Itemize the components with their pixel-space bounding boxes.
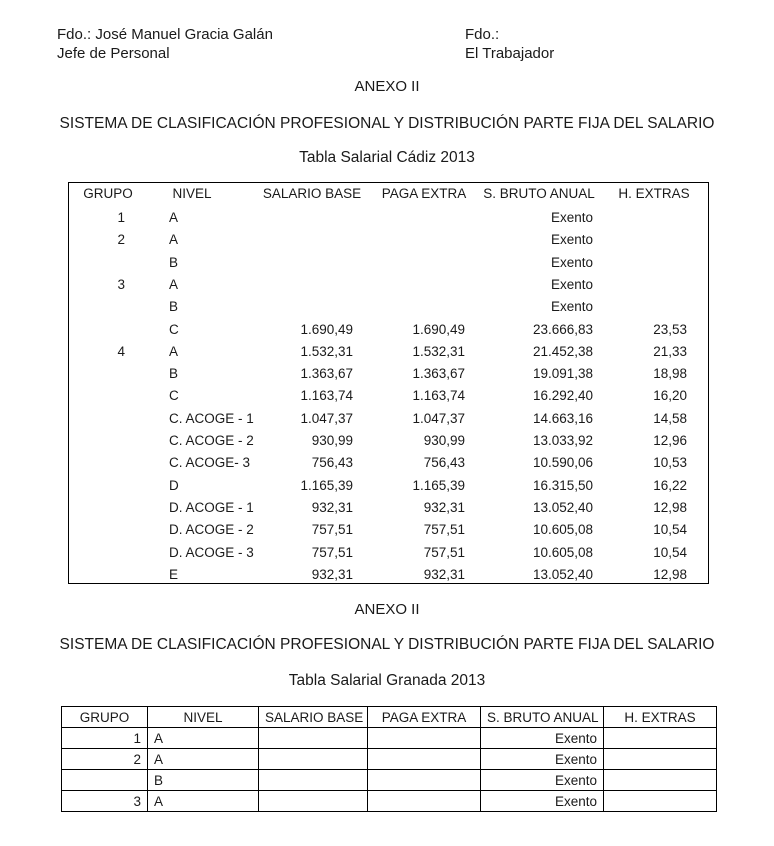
signature-trabajador-role: El Trabajador [465, 45, 555, 62]
cell-nivel: A [148, 791, 259, 812]
cell-salario-base [259, 728, 368, 749]
cell-grupo: 2 [62, 749, 148, 770]
cell-paga-extra: 1.363,67 [412, 366, 465, 382]
table-row [69, 455, 708, 477]
cell-salario-base: 1.163,74 [300, 388, 353, 404]
header-grupo: GRUPO [83, 186, 133, 201]
cell-nivel: B [169, 254, 179, 270]
cell-grupo: 3 [62, 791, 148, 812]
header-h-extras: H. EXTRAS [604, 707, 717, 728]
cell-paga-extra: 757,51 [423, 522, 465, 538]
cell-nivel: B [169, 299, 179, 315]
cell-grupo: 1 [62, 728, 148, 749]
cell-nivel: A [148, 728, 259, 749]
header-salario-base: SALARIO BASE [262, 186, 362, 201]
table-row [69, 322, 708, 344]
cell-h-extras: 16,22 [653, 477, 687, 493]
cell-paga-extra [368, 791, 481, 812]
table-row [62, 770, 717, 791]
cell-nivel: A [169, 276, 179, 292]
header-grupo: GRUPO [62, 707, 148, 728]
cell-bruto-anual: 14.663,16 [532, 410, 593, 426]
cell-bruto-anual: Exento [550, 276, 593, 292]
cell-bruto-anual: Exento [550, 299, 593, 315]
table-row [69, 567, 708, 589]
cell-h-extras: 23,53 [653, 321, 687, 337]
cell-paga-extra: 1.047,37 [412, 410, 465, 426]
table-row [69, 210, 708, 232]
cell-nivel: C. ACOGE- 3 [169, 455, 251, 471]
cell-salario-base [259, 791, 368, 812]
cell-salario-base [259, 749, 368, 770]
header-paga-extra: PAGA EXTRA [381, 186, 467, 201]
cell-h-extras [604, 791, 717, 812]
section-heading-2: SISTEMA DE CLASIFICACIÓN PROFESIONAL Y DISTRIBUCIÓN PARTE FIJA DEL SALARIO [59, 636, 715, 653]
cell-grupo: 1 [117, 210, 125, 225]
cell-h-extras: 10,54 [653, 522, 687, 538]
cell-h-extras: 12,96 [653, 433, 687, 448]
table-header-row [62, 707, 717, 728]
cell-salario-base: 1.047,37 [300, 410, 353, 426]
signature-trabajador [465, 25, 554, 63]
cell-salario-base: 757,51 [311, 522, 353, 538]
cell-paga-extra: 1.165,39 [412, 477, 465, 493]
table-row [62, 728, 717, 749]
salary-table-granada [61, 706, 717, 812]
cell-salario-base: 932,31 [311, 499, 353, 515]
cell-grupo: 2 [117, 232, 125, 248]
cell-bruto-anual: Exento [481, 728, 604, 749]
cell-nivel: D. ACOGE - 3 [169, 544, 254, 560]
signature-trabajador-label: Fdo.: [465, 26, 500, 43]
cell-nivel: A [169, 210, 179, 225]
header-nivel: NIVEL [148, 707, 259, 728]
table-title-granada: Tabla Salarial Granada 2013 [288, 672, 486, 689]
table-row [69, 433, 708, 455]
cell-bruto-anual: 16.315,50 [532, 477, 593, 493]
cell-bruto-anual: Exento [481, 749, 604, 770]
table-row [69, 366, 708, 388]
cell-h-extras: 21,33 [653, 343, 687, 359]
cell-salario-base: 1.690,49 [300, 321, 353, 337]
signature-jefe-role: Jefe de Personal [57, 45, 170, 62]
cell-bruto-anual: 10.605,08 [532, 522, 593, 538]
cell-bruto-anual: 13.033,92 [532, 433, 593, 448]
table-row [69, 232, 708, 254]
cell-h-extras [604, 770, 717, 791]
cell-nivel: B [169, 366, 179, 382]
cell-salario-base: 757,51 [311, 544, 353, 560]
table-header-row [69, 186, 708, 206]
cell-salario-base: 932,31 [311, 566, 353, 582]
cell-nivel: C [169, 321, 179, 337]
cell-nivel: B [148, 770, 259, 791]
signature-jefe [57, 25, 273, 63]
cell-bruto-anual: 13.052,40 [532, 566, 593, 582]
table-row [69, 299, 708, 321]
table-row [62, 749, 717, 770]
cell-nivel: C [169, 388, 179, 404]
cell-paga-extra: 1.690,49 [412, 321, 465, 337]
cell-paga-extra: 1.163,74 [412, 388, 465, 404]
signature-jefe-name: Fdo.: José Manuel Gracia Galán [57, 26, 273, 43]
cell-nivel: A [169, 232, 179, 248]
cell-nivel: C. ACOGE - 1 [169, 410, 254, 426]
cell-paga-extra: 1.532,31 [412, 343, 465, 359]
cell-paga-extra: 932,31 [423, 566, 465, 582]
cell-bruto-anual: 10.605,08 [532, 544, 593, 560]
cell-grupo: 4 [117, 343, 125, 359]
cell-paga-extra: 757,51 [423, 544, 465, 560]
table-row [69, 411, 708, 433]
cell-paga-extra [368, 770, 481, 791]
cell-salario-base: 1.532,31 [300, 343, 353, 359]
table-row [69, 478, 708, 500]
cell-nivel: E [169, 566, 179, 582]
anexo-title-1: ANEXO II [354, 78, 420, 95]
cell-h-extras: 10,53 [653, 455, 687, 471]
anexo-title-2: ANEXO II [354, 601, 420, 618]
cell-paga-extra: 930,99 [423, 433, 465, 448]
table-row [62, 791, 717, 812]
cell-paga-extra: 756,43 [423, 455, 465, 471]
cell-paga-extra [368, 728, 481, 749]
cell-h-extras: 10,54 [653, 544, 687, 560]
section-heading-1: SISTEMA DE CLASIFICACIÓN PROFESIONAL Y DISTRIBUCIÓN PARTE FIJA DEL SALARIO [59, 115, 715, 132]
cell-salario-base: 756,43 [311, 455, 353, 471]
table-row [69, 388, 708, 410]
cell-bruto-anual: 19.091,38 [532, 366, 593, 382]
cell-nivel: A [148, 749, 259, 770]
cell-nivel: C. ACOGE - 2 [169, 433, 254, 448]
cell-paga-extra: 932,31 [423, 499, 465, 515]
cell-bruto-anual: Exento [481, 770, 604, 791]
header-bruto-anual: S. BRUTO ANUAL [481, 707, 604, 728]
cell-bruto-anual: 23.666,83 [532, 321, 593, 337]
table-row [69, 500, 708, 522]
header-salario-base: SALARIO BASE [259, 707, 368, 728]
cell-h-extras: 14,58 [653, 410, 687, 426]
cell-paga-extra [368, 749, 481, 770]
cell-h-extras [604, 728, 717, 749]
table-row [69, 344, 708, 366]
cell-h-extras: 16,20 [653, 388, 687, 404]
table-row [69, 545, 708, 567]
cell-grupo [62, 770, 148, 791]
cell-bruto-anual: Exento [550, 232, 593, 248]
cell-nivel: D [169, 477, 179, 493]
cell-h-extras [604, 749, 717, 770]
cell-h-extras: 18,98 [653, 366, 687, 382]
cell-grupo: 3 [117, 276, 125, 292]
cell-nivel: D. ACOGE - 2 [169, 522, 254, 538]
cell-nivel: D. ACOGE - 1 [169, 499, 254, 515]
header-paga-extra: PAGA EXTRA [368, 707, 481, 728]
cell-nivel: A [169, 343, 179, 359]
table-title-cadiz: Tabla Salarial Cádiz 2013 [299, 149, 475, 166]
cell-salario-base [259, 770, 368, 791]
cell-salario-base: 1.363,67 [300, 366, 353, 382]
table-row [69, 277, 708, 299]
header-nivel: NIVEL [172, 186, 212, 201]
cell-bruto-anual: 16.292,40 [532, 388, 593, 404]
cell-h-extras: 12,98 [653, 566, 687, 582]
cell-bruto-anual: Exento [481, 791, 604, 812]
cell-salario-base: 930,99 [311, 433, 353, 448]
header-bruto-anual: S. BRUTO ANUAL [483, 186, 595, 201]
table-row [69, 522, 708, 544]
cell-h-extras: 12,98 [653, 499, 687, 515]
cell-bruto-anual: Exento [550, 254, 593, 270]
header-h-extras: H. EXTRAS [618, 186, 690, 201]
table-body [62, 728, 717, 812]
cell-bruto-anual: 21.452,38 [532, 343, 593, 359]
cell-salario-base: 1.165,39 [300, 477, 353, 493]
cell-bruto-anual: 13.052,40 [532, 499, 593, 515]
salary-table-cadiz [68, 182, 709, 584]
cell-bruto-anual: Exento [550, 210, 593, 225]
table-row [69, 255, 708, 277]
cell-bruto-anual: 10.590,06 [532, 455, 593, 471]
